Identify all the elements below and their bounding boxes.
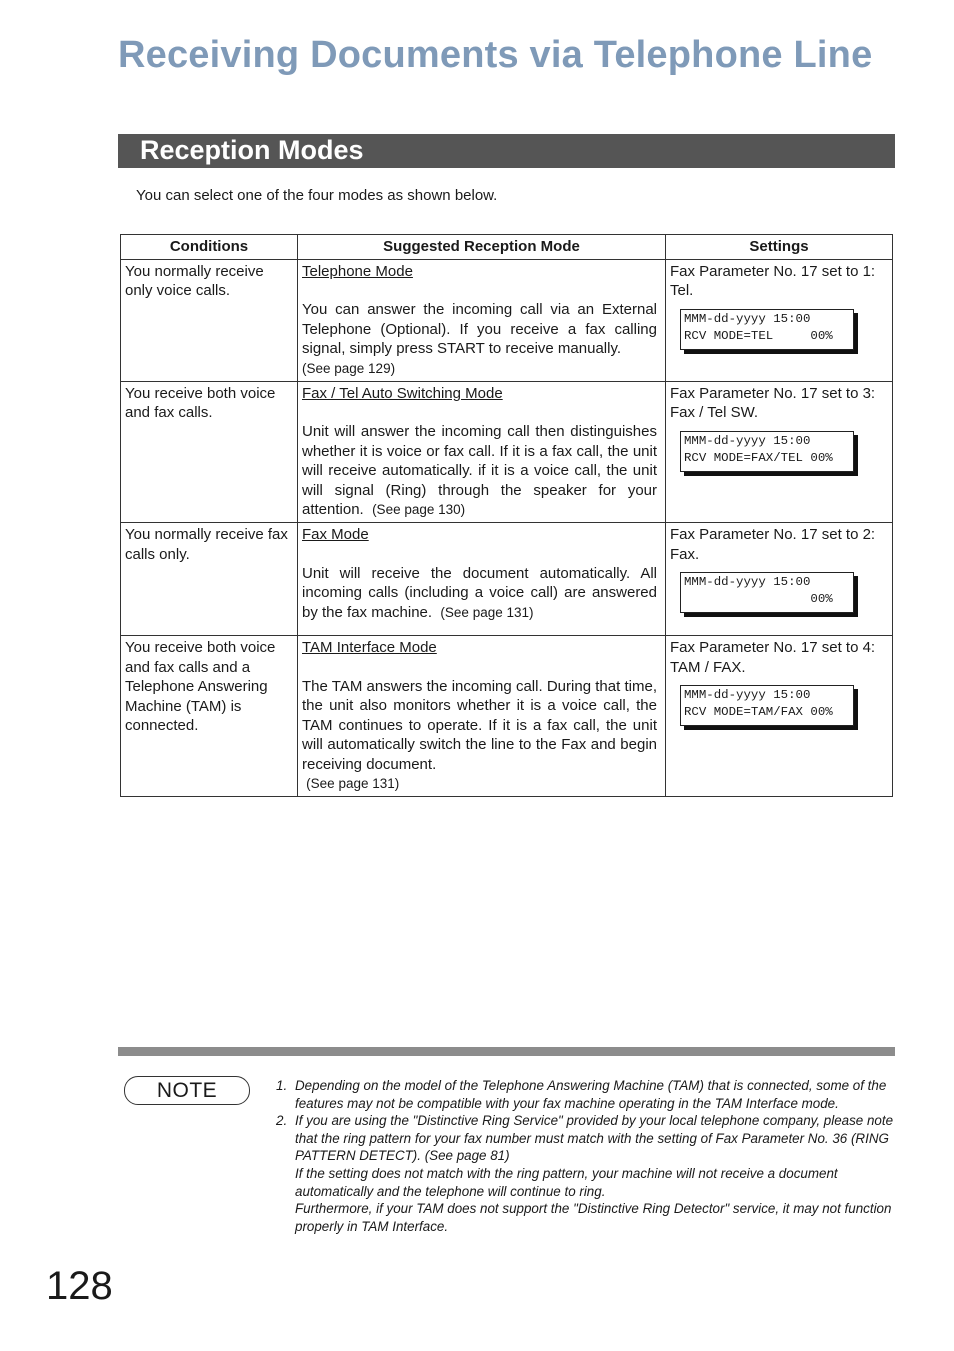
table-row [121, 382, 893, 523]
mode-name: Telephone Mode [302, 263, 413, 280]
setting-text: Fax Parameter No. 17 set to 2: Fax. [670, 526, 876, 563]
lcd-line-1: MMM-dd-yyyy 15:00 [684, 688, 811, 703]
note-number: 1. [276, 1078, 288, 1093]
table-header-row [121, 235, 893, 260]
lcd-line-2: 00% [684, 592, 833, 607]
lcd-display [680, 431, 856, 476]
header-suggested-mode: Suggested Reception Mode [298, 235, 666, 260]
mode-description-text: The TAM answers the incoming call. During that time, the unit also monitors whether it is a voice call, the TAM continues to operate. If it is a fax call, the unit will automatically switch the line to the Fax and begin receiving document. [302, 677, 657, 773]
mode-name: Fax / Tel Auto Switching Mode [302, 385, 503, 403]
condition-cell: You normally receive fax calls only. [121, 523, 298, 636]
lcd-display [680, 309, 856, 354]
page-number: 128 [46, 1264, 113, 1308]
settings-cell [666, 636, 893, 797]
note-number: 2. [276, 1113, 288, 1129]
condition-cell: You receive both voice and fax calls. [121, 382, 298, 523]
mode-cell [298, 636, 666, 797]
settings-cell [666, 382, 893, 523]
note-divider [118, 1047, 895, 1056]
note-list [276, 1077, 896, 1235]
note-text: Depending on the model of the Telephone Answering Machine (TAM) that is connected, some of the features may not be compatible with your fax machine operating in the TAM Interface mode. [295, 1078, 887, 1111]
condition-cell: You receive both voice and fax calls and a Telephone Answering Machine (TAM) is connected. [121, 636, 298, 797]
header-conditions: Conditions [121, 235, 298, 260]
lcd-line-1: MMM-dd-yyyy 15:00 [684, 575, 811, 590]
mode-description-text: You can answer the incoming call via an External Telephone (Optional). If you receive a fax calling signal, simply press START to receive manually. [302, 301, 657, 358]
intro-text: You can select one of the four modes as shown below. [136, 187, 498, 204]
mode-name: Fax Mode [302, 526, 369, 544]
table-row [121, 636, 893, 797]
lcd-line-1: MMM-dd-yyyy 15:00 [684, 311, 811, 326]
note-item [276, 1077, 896, 1112]
lcd-line-2: RCV MODE=TAM/FAX 00% [684, 705, 833, 720]
header-settings: Settings [666, 235, 893, 260]
lcd-screen [680, 309, 854, 350]
table-row [121, 260, 893, 382]
note-text: Furthermore, if your TAM does not support the "Distinctive Ring Detector" service, it may not function properly in TAM Interface. [295, 1201, 892, 1234]
lcd-line-2: RCV MODE=FAX/TEL 00% [684, 450, 833, 465]
setting-text: Fax Parameter No. 17 set to 1: Tel. [670, 263, 876, 300]
condition-cell: You normally receive only voice calls. [121, 260, 298, 382]
settings-cell [666, 260, 893, 382]
lcd-line-1: MMM-dd-yyyy 15:00 [684, 433, 811, 448]
see-page-ref: (See page 130) [372, 502, 466, 518]
mode-cell [298, 260, 666, 382]
chapter-title: Receiving Documents via Telephone Line [118, 34, 873, 76]
lcd-screen [680, 572, 854, 613]
mode-description [302, 300, 657, 378]
mode-description-text: Unit will answer the incoming call then distinguishes whether it is voice or fax call. If it is a fax call, the unit will receive automatically. if it is a voice call, the unit will signal (Ring) through the speaker for your attention. [302, 423, 657, 519]
lcd-screen [680, 685, 854, 726]
lcd-screen [680, 431, 854, 472]
mode-cell [298, 523, 666, 636]
note-badge: NOTE [124, 1076, 250, 1105]
note-text: If you are using the "Distinctive Ring Service" provided by your local telephone company, please note that the ring pattern for your fax number must match with the setting of Fax Parameter No. 36 (RING PATTERN DETECT). (See page 81) [295, 1113, 894, 1164]
reception-modes-table [120, 234, 893, 797]
table-row [121, 523, 893, 636]
section-title: Reception Modes [140, 135, 364, 165]
lcd-line-2: RCV MODE=TEL 00% [684, 328, 833, 343]
settings-cell [666, 523, 893, 636]
note-item [276, 1112, 896, 1235]
mode-description [302, 422, 657, 519]
mode-description [302, 677, 657, 793]
section-header-bar [118, 134, 895, 168]
setting-text: Fax Parameter No. 17 set to 4: TAM / FAX. [670, 639, 876, 676]
lcd-display [680, 685, 856, 730]
mode-cell [298, 382, 666, 523]
see-page-ref: (See page 129) [302, 360, 396, 376]
mode-description-text: Unit will receive the document automatically. All incoming calls (including a voice call) are answered by the fax machine. [302, 564, 657, 621]
lcd-display [680, 572, 856, 617]
setting-text: Fax Parameter No. 17 set to 3: Fax / Tel SW. [670, 385, 876, 422]
mode-name: TAM Interface Mode [302, 639, 437, 657]
note-text: If the setting does not match with the ring pattern, your machine will not receive a document automatically and the telephone will continue to ring. [295, 1165, 838, 1199]
mode-description [302, 564, 657, 622]
see-page-ref: (See page 131) [306, 775, 400, 791]
see-page-ref: (See page 131) [440, 604, 534, 620]
